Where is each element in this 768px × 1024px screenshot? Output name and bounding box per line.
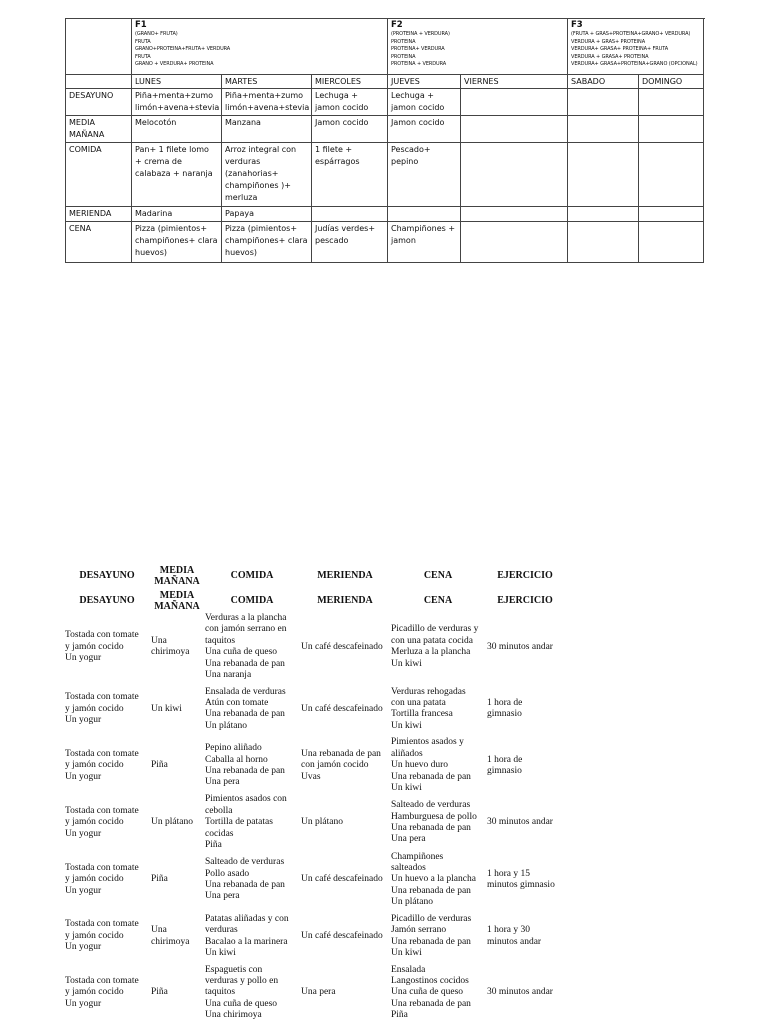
menu-row — [64, 613, 564, 681]
menu-line: Salteado de verduras — [205, 857, 285, 868]
menu-header-merienda: MERIENDA — [317, 595, 373, 606]
menu-line: 30 minutos andar — [487, 817, 553, 828]
f3-title: F3 — [571, 20, 583, 30]
plan-cell — [639, 116, 704, 143]
menu-line: y jamón cocido — [65, 987, 124, 998]
day-header: DOMINGO — [639, 75, 704, 89]
plan-meal-label: CENA — [66, 222, 132, 263]
menu-row — [64, 737, 564, 794]
menu-line: cebolla — [205, 805, 233, 816]
menu-line: Una — [151, 925, 167, 936]
plan-cell — [312, 207, 388, 222]
f3-line: VERDURA + GRAS+ PROTEINA — [571, 38, 646, 45]
f1-line: (GRANO+ FRUTA) — [135, 31, 178, 37]
menu-header-ejercicio: EJERCICIO — [497, 570, 553, 581]
menu-line: Tostada con tomate — [65, 630, 139, 641]
menu-line: Una pera — [391, 834, 426, 845]
f1-line: FRUTA — [135, 53, 151, 60]
plan-cell: 1 filete + espárragos — [312, 143, 388, 207]
menu-line: Un yogur — [65, 828, 102, 839]
menu-line: y jamón cocido — [65, 641, 124, 652]
menu-line: y jamón cocido — [65, 760, 124, 771]
day-header: SABADO — [568, 75, 639, 89]
plan-meal-label: DESAYUNO — [66, 89, 132, 116]
plan-cell: Piña+menta+zumo limón+avena+stevia — [222, 89, 312, 116]
plan-cell: Melocotón — [132, 116, 222, 143]
menu-cell-ejercicio — [486, 965, 564, 1022]
menu-row — [64, 909, 564, 965]
menu-cell-media-manana — [150, 794, 204, 851]
menu-line: Tostada con tomate — [65, 919, 139, 930]
menu-line: con una patata — [391, 698, 446, 709]
menu-row — [64, 852, 564, 909]
menu-line: con una patata cocida — [391, 635, 474, 646]
menu-line: Una rebanada de pan — [205, 658, 285, 669]
menu-line: Un huevo a la plancha — [391, 874, 476, 885]
menu-line: Piña — [151, 760, 168, 771]
menu-line: y jamón cocido — [65, 817, 124, 828]
menu-line: gimnasio — [487, 765, 522, 776]
plan-meal-label: MERIENDA — [66, 207, 132, 222]
daily-menu-table — [64, 563, 564, 1022]
menu-line: Caballa al horno — [205, 754, 268, 765]
menu-line: Uvas — [301, 771, 321, 782]
menu-line: Una rebanada de pan — [301, 748, 381, 759]
menu-header-media-manana: MEDIA MAÑANA — [154, 589, 200, 612]
menu-line: Piña — [205, 840, 222, 851]
plan-row — [66, 207, 704, 222]
menu-cell-ejercicio — [486, 737, 564, 794]
menu-cell-merienda — [300, 794, 390, 851]
f1-line: FRUTA — [135, 38, 151, 45]
menu-line: salteados — [391, 862, 426, 873]
f3-line: VERDURA+ GRASA+PROTEINA+GRANO (OPCIONAL) — [571, 61, 698, 67]
menu-line: Un café descafeinado — [301, 703, 383, 714]
menu-cell-ejercicio — [486, 794, 564, 851]
menu-cell-merienda — [300, 681, 390, 737]
plan-cell: Champiñones + jamon — [388, 222, 461, 263]
plan-cell — [568, 116, 639, 143]
plan-cell: Pizza (pimientos+ champiñones+ clara huevos) — [132, 222, 222, 263]
menu-line: 1 hora y 15 — [487, 868, 531, 879]
plan-f2-cell — [388, 19, 568, 75]
plan-meal-label: MEDIA MAÑANA — [66, 116, 132, 143]
plan-meal-label: COMIDA — [66, 143, 132, 207]
plan-cell: Pizza (pimientos+ champiñones+ clara huevos) — [222, 222, 312, 263]
menu-line: 1 hora y 30 — [487, 925, 531, 936]
menu-line: taquitos — [205, 635, 236, 646]
menu-line: Un yogur — [65, 715, 102, 726]
menu-line: Picadillo de verduras y — [391, 624, 479, 635]
menu-line: Tostada con tomate — [65, 692, 139, 703]
menu-row — [64, 965, 564, 1022]
menu-cell-merienda — [300, 852, 390, 909]
menu-cell-comida — [204, 965, 300, 1022]
menu-line: Un plátano — [391, 897, 433, 908]
plan-row — [66, 222, 704, 263]
plan-cell — [568, 207, 639, 222]
menu-line: Salteado de verduras — [391, 800, 471, 811]
menu-cell-media-manana — [150, 737, 204, 794]
menu-cell-merienda — [300, 613, 390, 681]
menu-header-cena: CENA — [423, 595, 453, 606]
plan-cell — [568, 222, 639, 263]
plan-cell: Pan+ 1 filete lomo + crema de calabaza + naranja — [132, 143, 222, 207]
plan-cell — [639, 143, 704, 207]
menu-line: Tostada con tomate — [65, 975, 139, 986]
menu-line: Ensalada — [391, 964, 426, 975]
plan-row — [66, 89, 704, 116]
menu-line: minutos gimnasio — [487, 880, 555, 891]
plan-body — [66, 89, 704, 263]
menu-line: taquitos — [205, 987, 236, 998]
menu-line: Hamburguesa de pollo — [391, 811, 477, 822]
menu-cell-media-manana — [150, 613, 204, 681]
menu-line: Un plátano — [301, 817, 343, 828]
plan-cell: Madarina — [132, 207, 222, 222]
menu-line: Un kiwi — [391, 783, 422, 794]
menu-line: Un kiwi — [391, 720, 422, 731]
menu-header-comida: COMIDA — [230, 570, 274, 581]
menu-row — [64, 681, 564, 737]
plan-days-corner — [66, 75, 132, 89]
menu-body — [64, 613, 564, 1022]
menu-line: con jamón cocido — [301, 760, 369, 771]
menu-line: Un yogur — [65, 771, 102, 782]
plan-cell: Pescado+ pepino — [388, 143, 461, 207]
menu-cell-cena — [390, 613, 486, 681]
menu-cell-comida — [204, 794, 300, 851]
menu-line: Un huevo duro — [391, 760, 448, 771]
menu-line: Una rebanada de pan — [205, 709, 285, 720]
menu-line: Un plátano — [151, 817, 193, 828]
menu-line: Tostada con tomate — [65, 805, 139, 816]
plan-cell — [461, 207, 568, 222]
menu-cell-desayuno — [64, 794, 150, 851]
menu-cell-cena — [390, 794, 486, 851]
menu-line: Tortilla francesa — [391, 709, 453, 720]
menu-line: Un café descafeinado — [301, 930, 383, 941]
plan-cell — [639, 222, 704, 263]
menu-header-comida: COMIDA — [230, 595, 274, 606]
menu-line: con jamón serrano en — [205, 624, 287, 635]
menu-line: chirimoya — [151, 936, 190, 947]
plan-cell — [461, 89, 568, 116]
menu-line: Pimientos asados con — [205, 794, 287, 805]
menu-line: Pepino aliñado — [205, 743, 262, 754]
menu-line: Una rebanada de pan — [391, 822, 471, 833]
menu-line: Espaguetis con — [205, 964, 263, 975]
f3-line: VERDURA + GRASA+ PROTEINA — [571, 53, 649, 60]
menu-line: Ensalada de verduras — [205, 686, 286, 697]
f2-line: (PROTEINA + VERDURA) — [391, 31, 450, 37]
plan-cell — [639, 207, 704, 222]
menu-cell-media-manana — [150, 965, 204, 1022]
f1-line: GRANO+PROTEINA+FRUTA+ VERDURA — [135, 46, 231, 52]
menu-line: Un plátano — [205, 720, 247, 731]
menu-cell-comida — [204, 909, 300, 965]
menu-cell-comida — [204, 681, 300, 737]
menu-line: Un kiwi — [391, 947, 422, 958]
menu-line: 30 minutos andar — [487, 987, 553, 998]
menu-line: Una — [151, 635, 167, 646]
menu-line: y jamón cocido — [65, 874, 124, 885]
menu-cell-comida — [204, 852, 300, 909]
menu-line: y jamón cocido — [65, 703, 124, 714]
menu-line: Un kiwi — [151, 703, 182, 714]
menu-line: Una naranja — [205, 670, 252, 681]
menu-line: verduras y pollo en — [205, 975, 279, 986]
menu-line: Un yogur — [65, 942, 102, 953]
menu-line: Champiñones — [391, 851, 444, 862]
menu-cell-media-manana — [150, 909, 204, 965]
plan-f-header-row — [66, 19, 704, 75]
plan-cell: Jamon cocido — [388, 116, 461, 143]
menu-cell-ejercicio — [486, 613, 564, 681]
menu-row — [64, 794, 564, 851]
menu-line: Patatas aliñadas y con — [205, 913, 289, 924]
menu-line: Merluza a la plancha — [391, 647, 471, 658]
f3-line: VERDURA+ GRASA+ PROTEINA+ FRUTA — [571, 46, 669, 52]
plan-cell — [568, 143, 639, 207]
plan-cell — [461, 116, 568, 143]
menu-cell-ejercicio — [486, 909, 564, 965]
menu-line: Un café descafeinado — [301, 874, 383, 885]
menu-header-desayuno: DESAYUNO — [79, 570, 135, 581]
plan-cell: Manzana — [222, 116, 312, 143]
f2-line: PROTEINA — [391, 53, 416, 60]
f2-line: PROTEINA + VERDURA — [391, 61, 447, 67]
plan-cell: Jamon cocido — [312, 116, 388, 143]
menu-line: minutos andar — [487, 936, 542, 947]
menu-line: Un yogur — [65, 998, 102, 1009]
plan-cell — [461, 222, 568, 263]
plan-f3-cell — [568, 19, 704, 75]
plan-cell: Arroz integral con verduras (zanahorias+ champiñones )+ merluza — [222, 143, 312, 207]
plan-cell — [568, 89, 639, 116]
menu-header-media-manana: MEDIA MAÑANA — [154, 564, 200, 587]
menu-cell-ejercicio — [486, 681, 564, 737]
menu-line: y jamón cocido — [65, 930, 124, 941]
menu-line: Una cuña de queso — [205, 998, 278, 1009]
menu-line: Una pera — [301, 987, 336, 998]
menu-cell-desayuno — [64, 681, 150, 737]
menu-header-merienda: MERIENDA — [317, 570, 373, 581]
menu-line: Un café descafeinado — [301, 641, 383, 652]
menu-line: verduras — [205, 925, 238, 936]
f1-title: F1 — [135, 20, 147, 30]
plan-cell — [639, 89, 704, 116]
menu-line: Tostada con tomate — [65, 862, 139, 873]
menu-header-row-repeat — [64, 588, 564, 613]
menu-cell-cena — [390, 909, 486, 965]
day-header: MARTES — [222, 75, 312, 89]
weekly-plan-table — [65, 18, 704, 263]
f2-title: F2 — [391, 20, 403, 30]
menu-cell-merienda — [300, 909, 390, 965]
f3-line: (FRUTA + GRAS+PROTEINA+GRANO+ VERDURA) — [571, 31, 691, 37]
menu-line: Una cuña de queso — [391, 987, 464, 998]
plan-cell: Papaya — [222, 207, 312, 222]
plan-cell — [388, 207, 461, 222]
menu-cell-cena — [390, 681, 486, 737]
menu-line: Una rebanada de pan — [205, 765, 285, 776]
menu-line: Piña — [151, 987, 168, 998]
menu-line: Tostada con tomate — [65, 748, 139, 759]
menu-cell-ejercicio — [486, 852, 564, 909]
plan-row — [66, 116, 704, 143]
day-header: JUEVES — [388, 75, 461, 89]
day-header: LUNES — [132, 75, 222, 89]
plan-row — [66, 143, 704, 207]
menu-line: Langostinos cocidos — [391, 975, 469, 986]
menu-line: Atún con tomate — [205, 698, 269, 709]
plan-corner-cell — [66, 19, 132, 75]
f2-line: PROTEINA — [391, 38, 416, 45]
menu-line: cocidas — [205, 828, 234, 839]
menu-line: Una cuña de queso — [205, 647, 278, 658]
menu-line: Tortilla de patatas — [205, 817, 273, 828]
menu-header-ejercicio: EJERCICIO — [497, 595, 553, 606]
menu-line: 1 hora de — [487, 754, 523, 765]
menu-line: Jamón serrano — [391, 925, 447, 936]
plan-f1-cell — [132, 19, 388, 75]
menu-line: Una rebanada de pan — [391, 885, 471, 896]
menu-cell-cena — [390, 965, 486, 1022]
day-header: VIERNES — [461, 75, 568, 89]
menu-cell-merienda — [300, 737, 390, 794]
menu-cell-media-manana — [150, 852, 204, 909]
menu-line: Un kiwi — [205, 947, 236, 958]
menu-cell-cena — [390, 737, 486, 794]
menu-line: gimnasio — [487, 709, 522, 720]
menu-cell-desayuno — [64, 613, 150, 681]
plan-cell: Lechuga + jamon cocido — [388, 89, 461, 116]
menu-line: Una pera — [205, 777, 240, 788]
menu-header-row — [64, 563, 564, 588]
menu-cell-desayuno — [64, 852, 150, 909]
plan-days-row — [66, 75, 704, 89]
menu-header-cena: CENA — [423, 570, 453, 581]
menu-line: aliñados — [391, 748, 423, 759]
menu-line: Pimientos asados y — [391, 737, 464, 748]
menu-cell-desayuno — [64, 965, 150, 1022]
plan-cell: Piña+menta+zumo limón+avena+stevia — [132, 89, 222, 116]
menu-line: Pollo asado — [205, 868, 250, 879]
menu-line: Piña — [151, 874, 168, 885]
menu-cell-comida — [204, 737, 300, 794]
menu-header-desayuno: DESAYUNO — [79, 595, 135, 606]
menu-line: Una rebanada de pan — [391, 998, 471, 1009]
menu-cell-comida — [204, 613, 300, 681]
plan-cell: Lechuga + jamon cocido — [312, 89, 388, 116]
menu-line: Una pera — [205, 891, 240, 902]
plan-cell — [461, 143, 568, 207]
menu-line: Verduras a la plancha — [205, 613, 287, 623]
menu-line: 30 minutos andar — [487, 641, 553, 652]
menu-line: Un kiwi — [391, 658, 422, 669]
menu-line: Bacalao a la marinera — [205, 936, 288, 947]
day-header: MIERCOLES — [312, 75, 388, 89]
menu-line: Piña — [391, 1010, 408, 1021]
menu-line: Una chirimoya — [205, 1010, 262, 1021]
menu-line: chirimoya — [151, 647, 190, 658]
plan-cell: Judías verdes+ pescado — [312, 222, 388, 263]
menu-line: Verduras rehogadas — [391, 686, 466, 697]
menu-line: Un yogur — [65, 885, 102, 896]
menu-cell-cena — [390, 852, 486, 909]
menu-line: Un yogur — [65, 652, 102, 663]
f2-line: PROTEINA+ VERDURA — [391, 46, 445, 52]
menu-line: Una rebanada de pan — [391, 771, 471, 782]
f1-line: GRANO + VERDURA+ PROTEINA — [135, 61, 214, 67]
menu-line: Una rebanada de pan — [391, 936, 471, 947]
menu-cell-media-manana — [150, 681, 204, 737]
menu-cell-desayuno — [64, 737, 150, 794]
menu-cell-merienda — [300, 965, 390, 1022]
menu-line: 1 hora de — [487, 698, 523, 709]
menu-line: Una rebanada de pan — [205, 880, 285, 891]
menu-cell-desayuno — [64, 909, 150, 965]
menu-line: Picadillo de verduras — [391, 913, 472, 924]
